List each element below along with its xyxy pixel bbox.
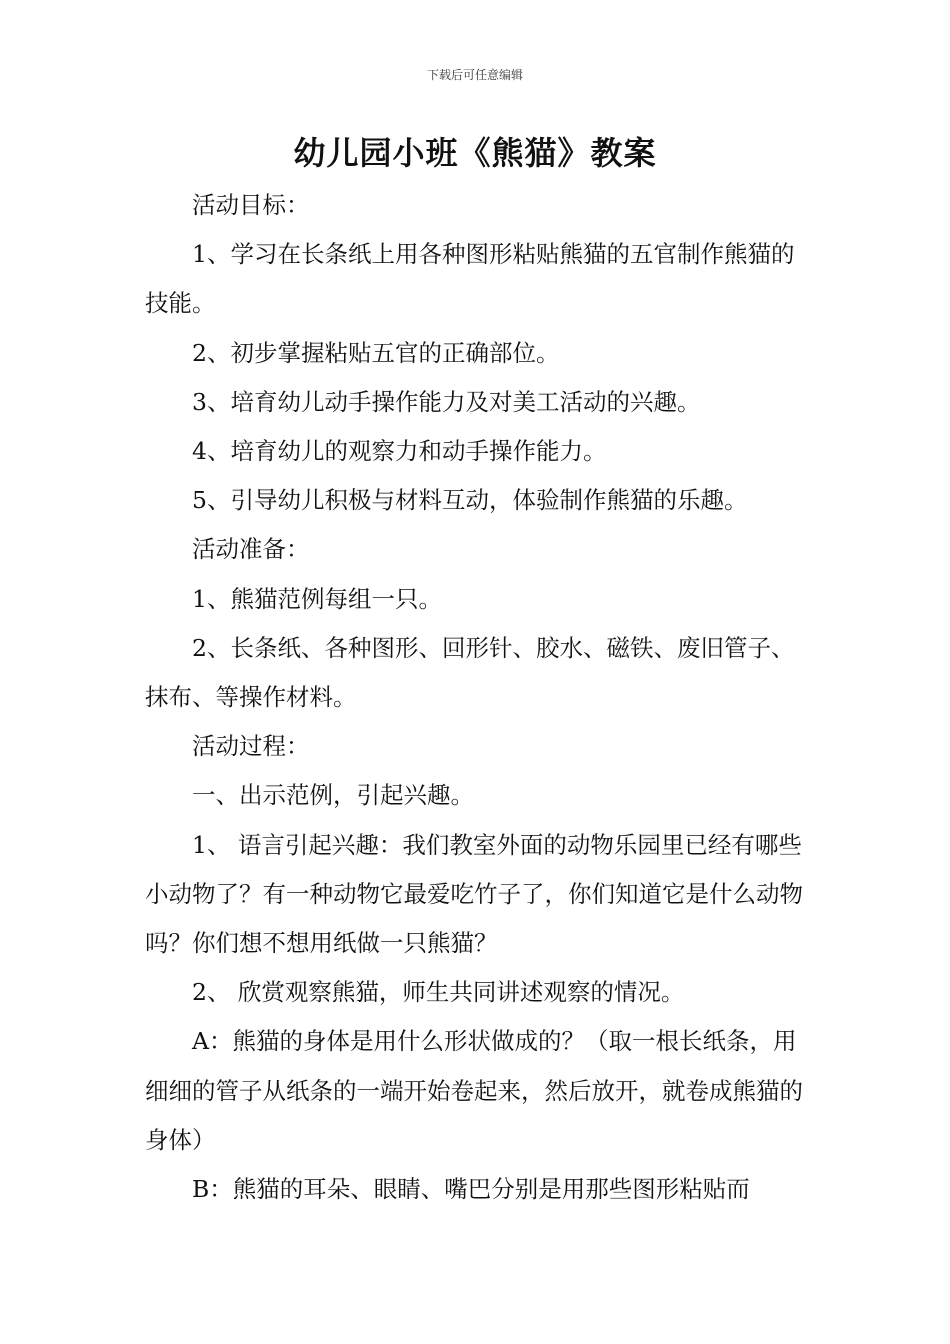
document-body xyxy=(145,181,815,1214)
paragraph: 2、长条纸、各种图形、回形针、胶水、磁铁、废旧管子、抹布、等操作材料。 xyxy=(145,633,795,712)
paragraph: 1、学习在长条纸上用各种图形粘贴熊猫的五官制作熊猫的技能。 xyxy=(145,240,795,318)
document-title: 幼儿园小班《熊猫》教案 xyxy=(293,134,657,172)
paragraph: 2、 欣赏观察熊猫，师生共同讲述观察的情况。 xyxy=(192,978,685,1007)
paragraph: 4、培育幼儿的观察力和动手操作能力。 xyxy=(192,437,607,466)
paragraph: 5、引导幼儿积极与材料互动，体验制作熊猫的乐趣。 xyxy=(192,486,748,515)
paragraph: B：熊猫的耳朵、眼睛、嘴巴分别是用那些图形粘贴而 xyxy=(192,1175,750,1204)
paragraph: 活动过程： xyxy=(192,732,310,761)
paragraph: 一、出示范例，引起兴趣。 xyxy=(192,781,474,810)
paragraph: 活动目标： xyxy=(192,191,310,219)
paragraph: A：熊猫的身体是用什么形状做成的？（取一根长纸条，用细细的管子从纸条的一端开始卷起来，然后放开，就卷成熊猫的身体） xyxy=(145,1027,803,1154)
header-note: 下载后可任意编辑 xyxy=(426,68,523,82)
paragraph: 2、初步掌握粘贴五官的正确部位。 xyxy=(192,338,560,367)
paragraph: 1、 语言引起兴趣：我们教室外面的动物乐园里已经有哪些小动物了？有一种动物它最爱吃竹子了，你们知道它是什么动物吗？你们想不想用纸做一只熊猫？ xyxy=(145,830,803,958)
paragraph: 3、培育幼儿动手操作能力及对美工活动的兴趣。 xyxy=(192,387,701,416)
paragraph: 1、熊猫范例每组一只。 xyxy=(192,584,442,613)
paragraph: 活动准备： xyxy=(192,535,310,564)
